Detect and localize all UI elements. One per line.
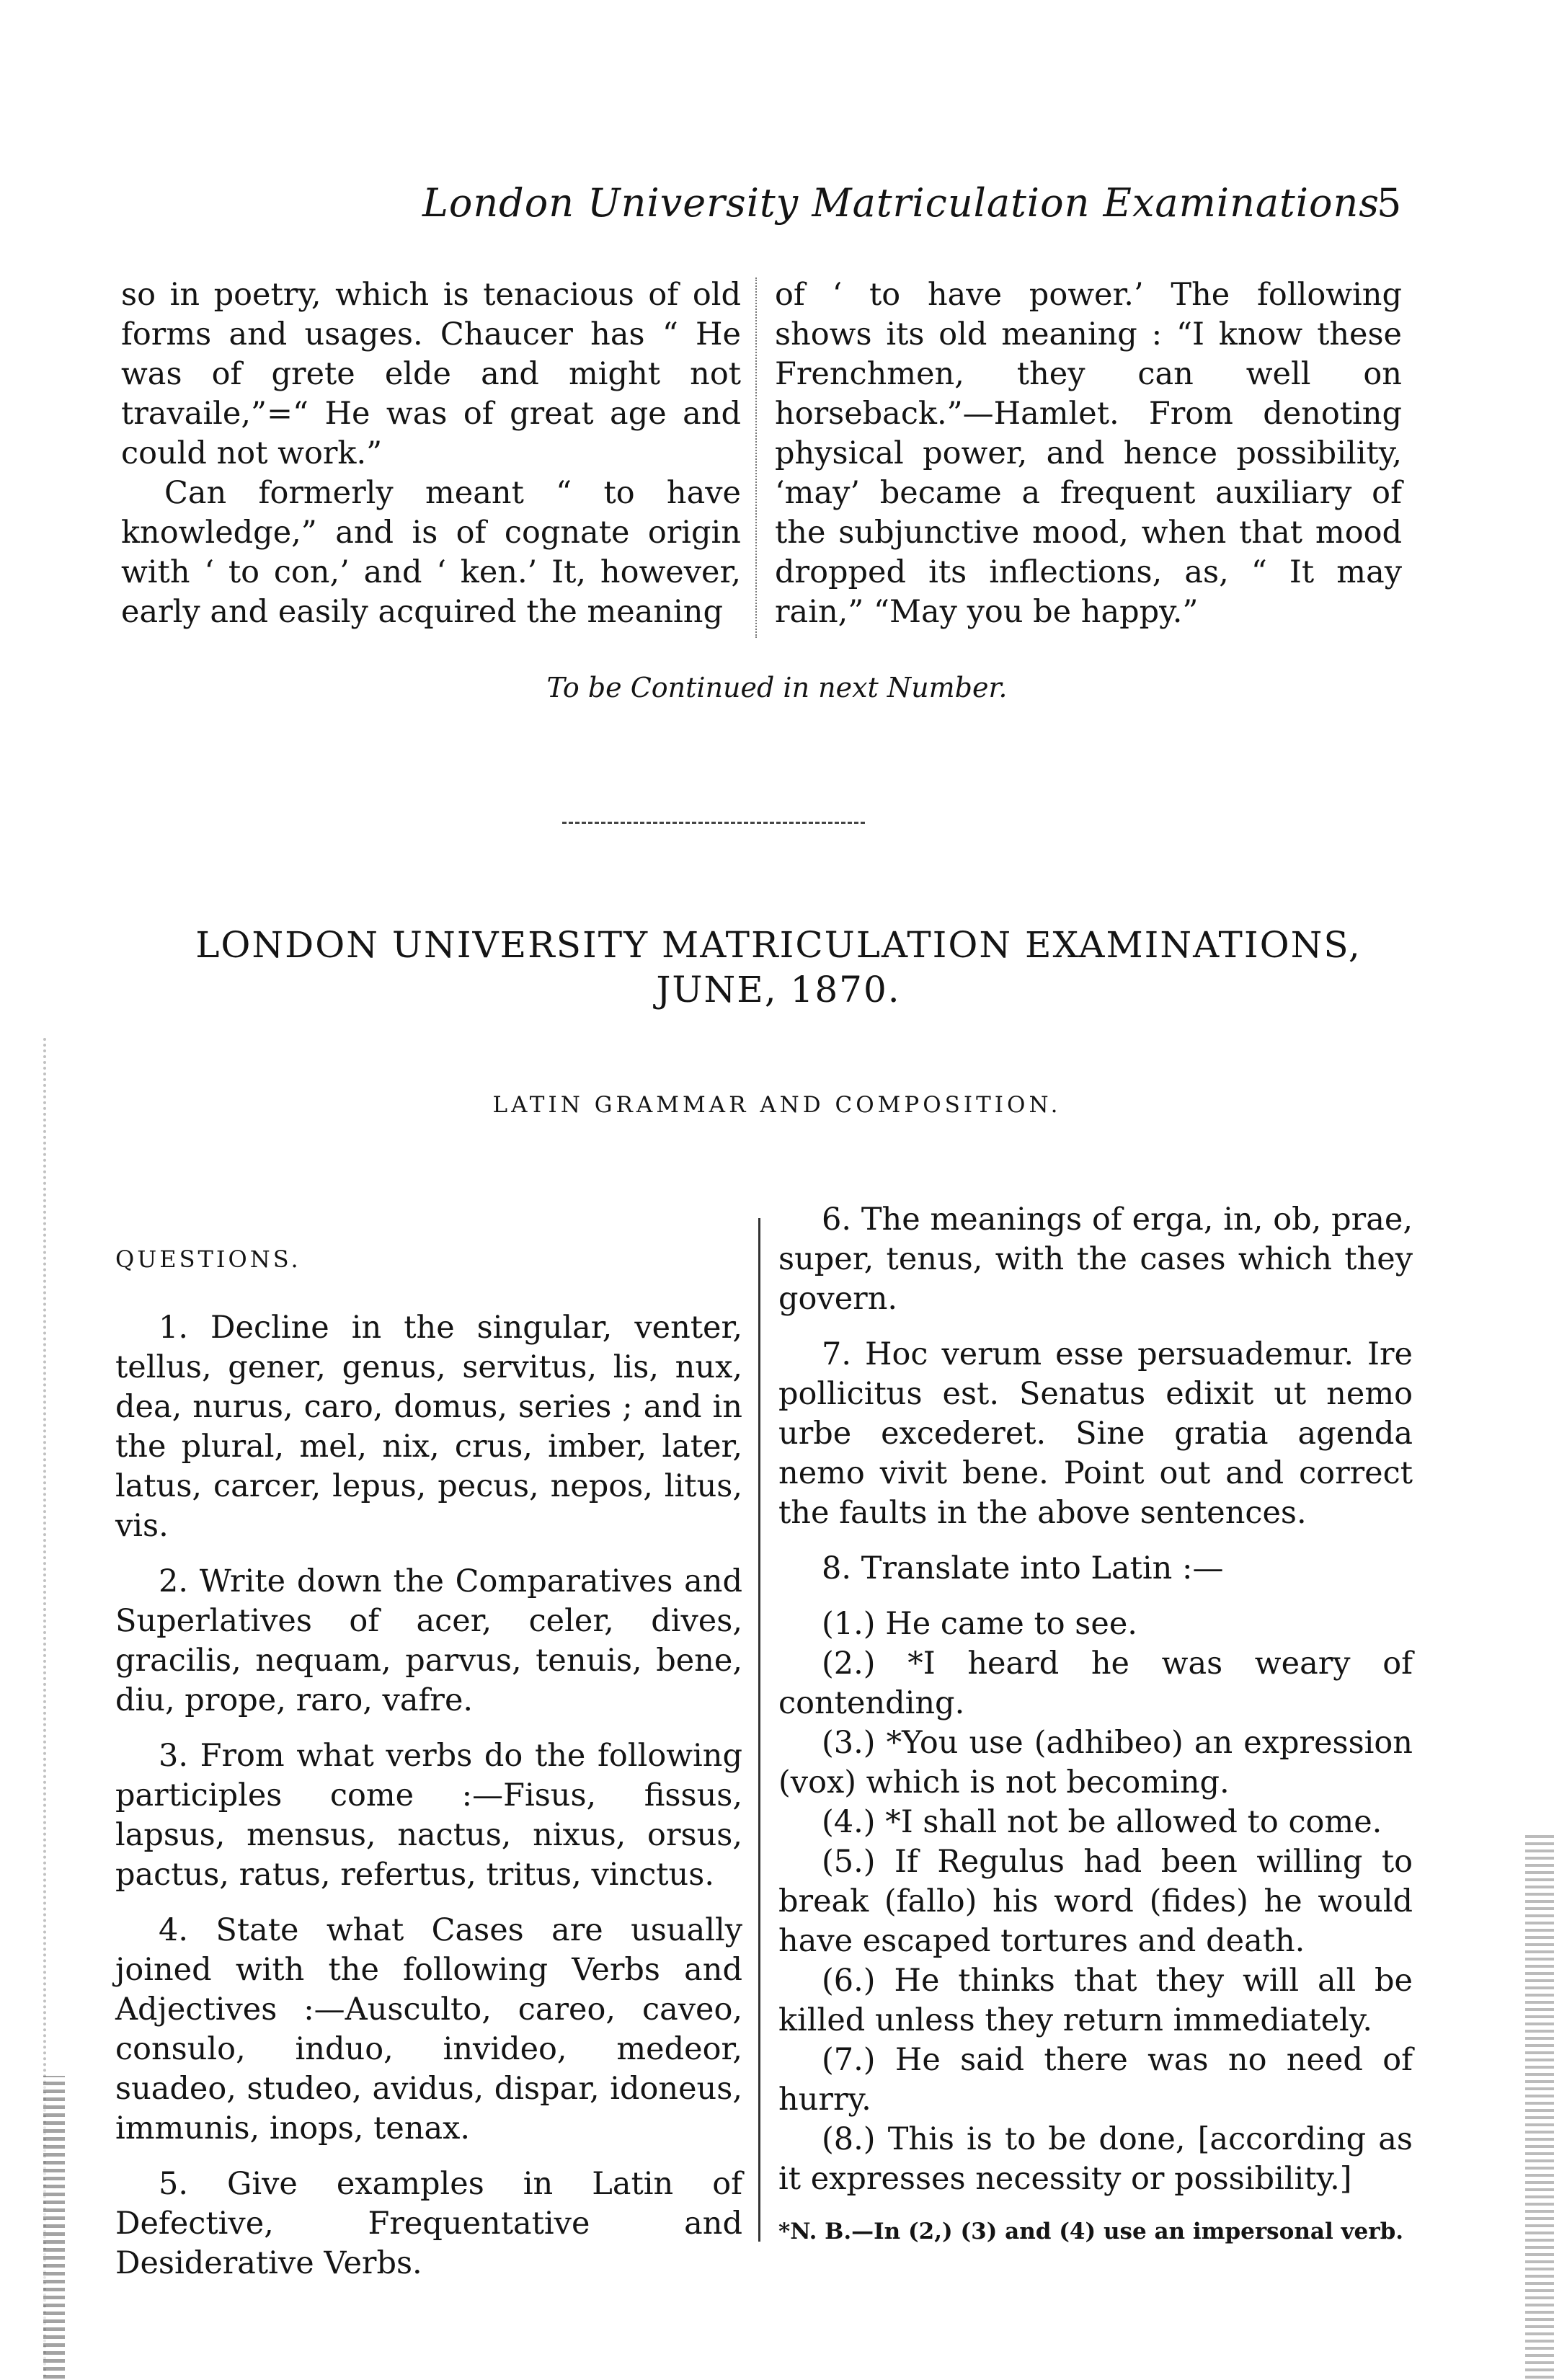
question-item: 5. Give examples in Latin of Defective, Frequentative and Desiderative Verbs. bbox=[115, 2166, 742, 2281]
column-divider bbox=[758, 1218, 760, 2242]
scan-edge-noise bbox=[43, 2076, 65, 2379]
question-item: 8. Translate into Latin :— bbox=[822, 1550, 1224, 1586]
questions-left-column bbox=[115, 1240, 742, 2283]
question-item: 3. From what verbs do the following participles come :—Fisus, fissus, lapsus, mensus, nactus, nixus, orsus, pactus, ratus, refertus, tritus, vinctus. bbox=[115, 1738, 742, 1893]
article-right-column bbox=[775, 275, 1402, 632]
article-paragraph: so in poetry, which is tenacious of old forms and usages. Chaucer has “ He was of grete elde and might not travaile,”=“ He was of great age and could not work.” bbox=[121, 277, 741, 471]
question-item: 7. Hoc verum esse persuademur. Ire pollicitus est. Senatus edixit ut nemo urbe excederet. Sine gratia agenda nemo vivit bene. Point out and correct the faults in the above sentences. bbox=[778, 1336, 1413, 1531]
exam-title bbox=[130, 923, 1427, 1012]
translation-item: (4.) *I shall not be allowed to come. bbox=[822, 1804, 1382, 1840]
translation-item: (8.) This is to be done, [according as it expresses necessity or possibility.] bbox=[778, 2121, 1413, 2197]
question-item: 1. Decline in the singular, venter, tellus, gener, genus, servitus, lis, nux, dea, nurus, caro, domus, series ; and in the plural, mel, nix, crus, imber, later, latus, carcer, lepus, pecus, nepos, litus, vis. bbox=[115, 1310, 742, 1544]
page-number: 5 bbox=[1377, 180, 1402, 226]
translation-item: (2.) *I heard he was weary of contending. bbox=[778, 1646, 1413, 1721]
column-divider bbox=[755, 277, 758, 638]
article-left-column bbox=[121, 275, 741, 632]
footnote: *N. B.—In (2,) (3) and (4) use an impersonal verb. bbox=[778, 2219, 1404, 2244]
section-divider bbox=[562, 822, 865, 824]
continued-note: To be Continued in next Number. bbox=[546, 672, 1008, 703]
exam-date: JUNE, 1870. bbox=[656, 969, 901, 1011]
article-paragraph: Can formerly meant “ to have knowledge,” and is of cognate origin with ‘ to con,’ and ‘ ken.’ It, however, early and easily acquired the meaning bbox=[121, 475, 741, 630]
exam-title-line: LONDON UNIVERSITY MATRICULATION EXAMINATIONS, bbox=[195, 924, 1362, 966]
question-item: 2. Write down the Comparatives and Superlatives of acer, celer, dives, gracilis, nequam, parvus, tenuis, bene, diu, prope, raro, vafre. bbox=[115, 1563, 742, 1718]
translation-item: (5.) If Regulus had been willing to break (fallo) his word (fides) he would have escaped tortures and death. bbox=[778, 1844, 1413, 1959]
question-item: 6. The meanings of erga, in, ob, prae, super, tenus, with the cases which they govern. bbox=[778, 1202, 1413, 1317]
questions-heading: QUESTIONS. bbox=[115, 1245, 301, 1273]
running-head: London University Matriculation Examinations bbox=[422, 180, 1380, 226]
translation-item: (1.) He came to see. bbox=[822, 1606, 1137, 1642]
questions-right-column bbox=[778, 1200, 1413, 2252]
scan-edge-noise bbox=[1525, 1831, 1554, 2379]
question-item: 4. State what Cases are usually joined with the following Verbs and Adjectives :—Ausculto, careo, caveo, consulo, induo, invideo, medeor, suadeo, studeo, avidus, dispar, idoneus, immunis, inops, tenax. bbox=[115, 1912, 742, 2146]
translation-item: (3.) *You use (adhibeo) an expression (vox) which is not becoming. bbox=[778, 1725, 1413, 1800]
translation-item: (7.) He said there was no need of hurry. bbox=[778, 2042, 1413, 2118]
exam-subtitle: LATIN GRAMMAR AND COMPOSITION. bbox=[492, 1092, 1062, 1118]
article-paragraph: of ‘ to have power.’ The following shows its old meaning : “I know these Frenchmen, they can well on horseback.”—Hamlet. From denoting physical power, and hence possibility, ‘may’ became a frequent auxiliary of the subjunctive mood, when that mood dropped its inflections, as, “ It may rain,” “May you be happy.” bbox=[775, 277, 1402, 630]
translation-item: (6.) He thinks that they will all be killed unless they return immediately. bbox=[778, 1963, 1413, 2038]
